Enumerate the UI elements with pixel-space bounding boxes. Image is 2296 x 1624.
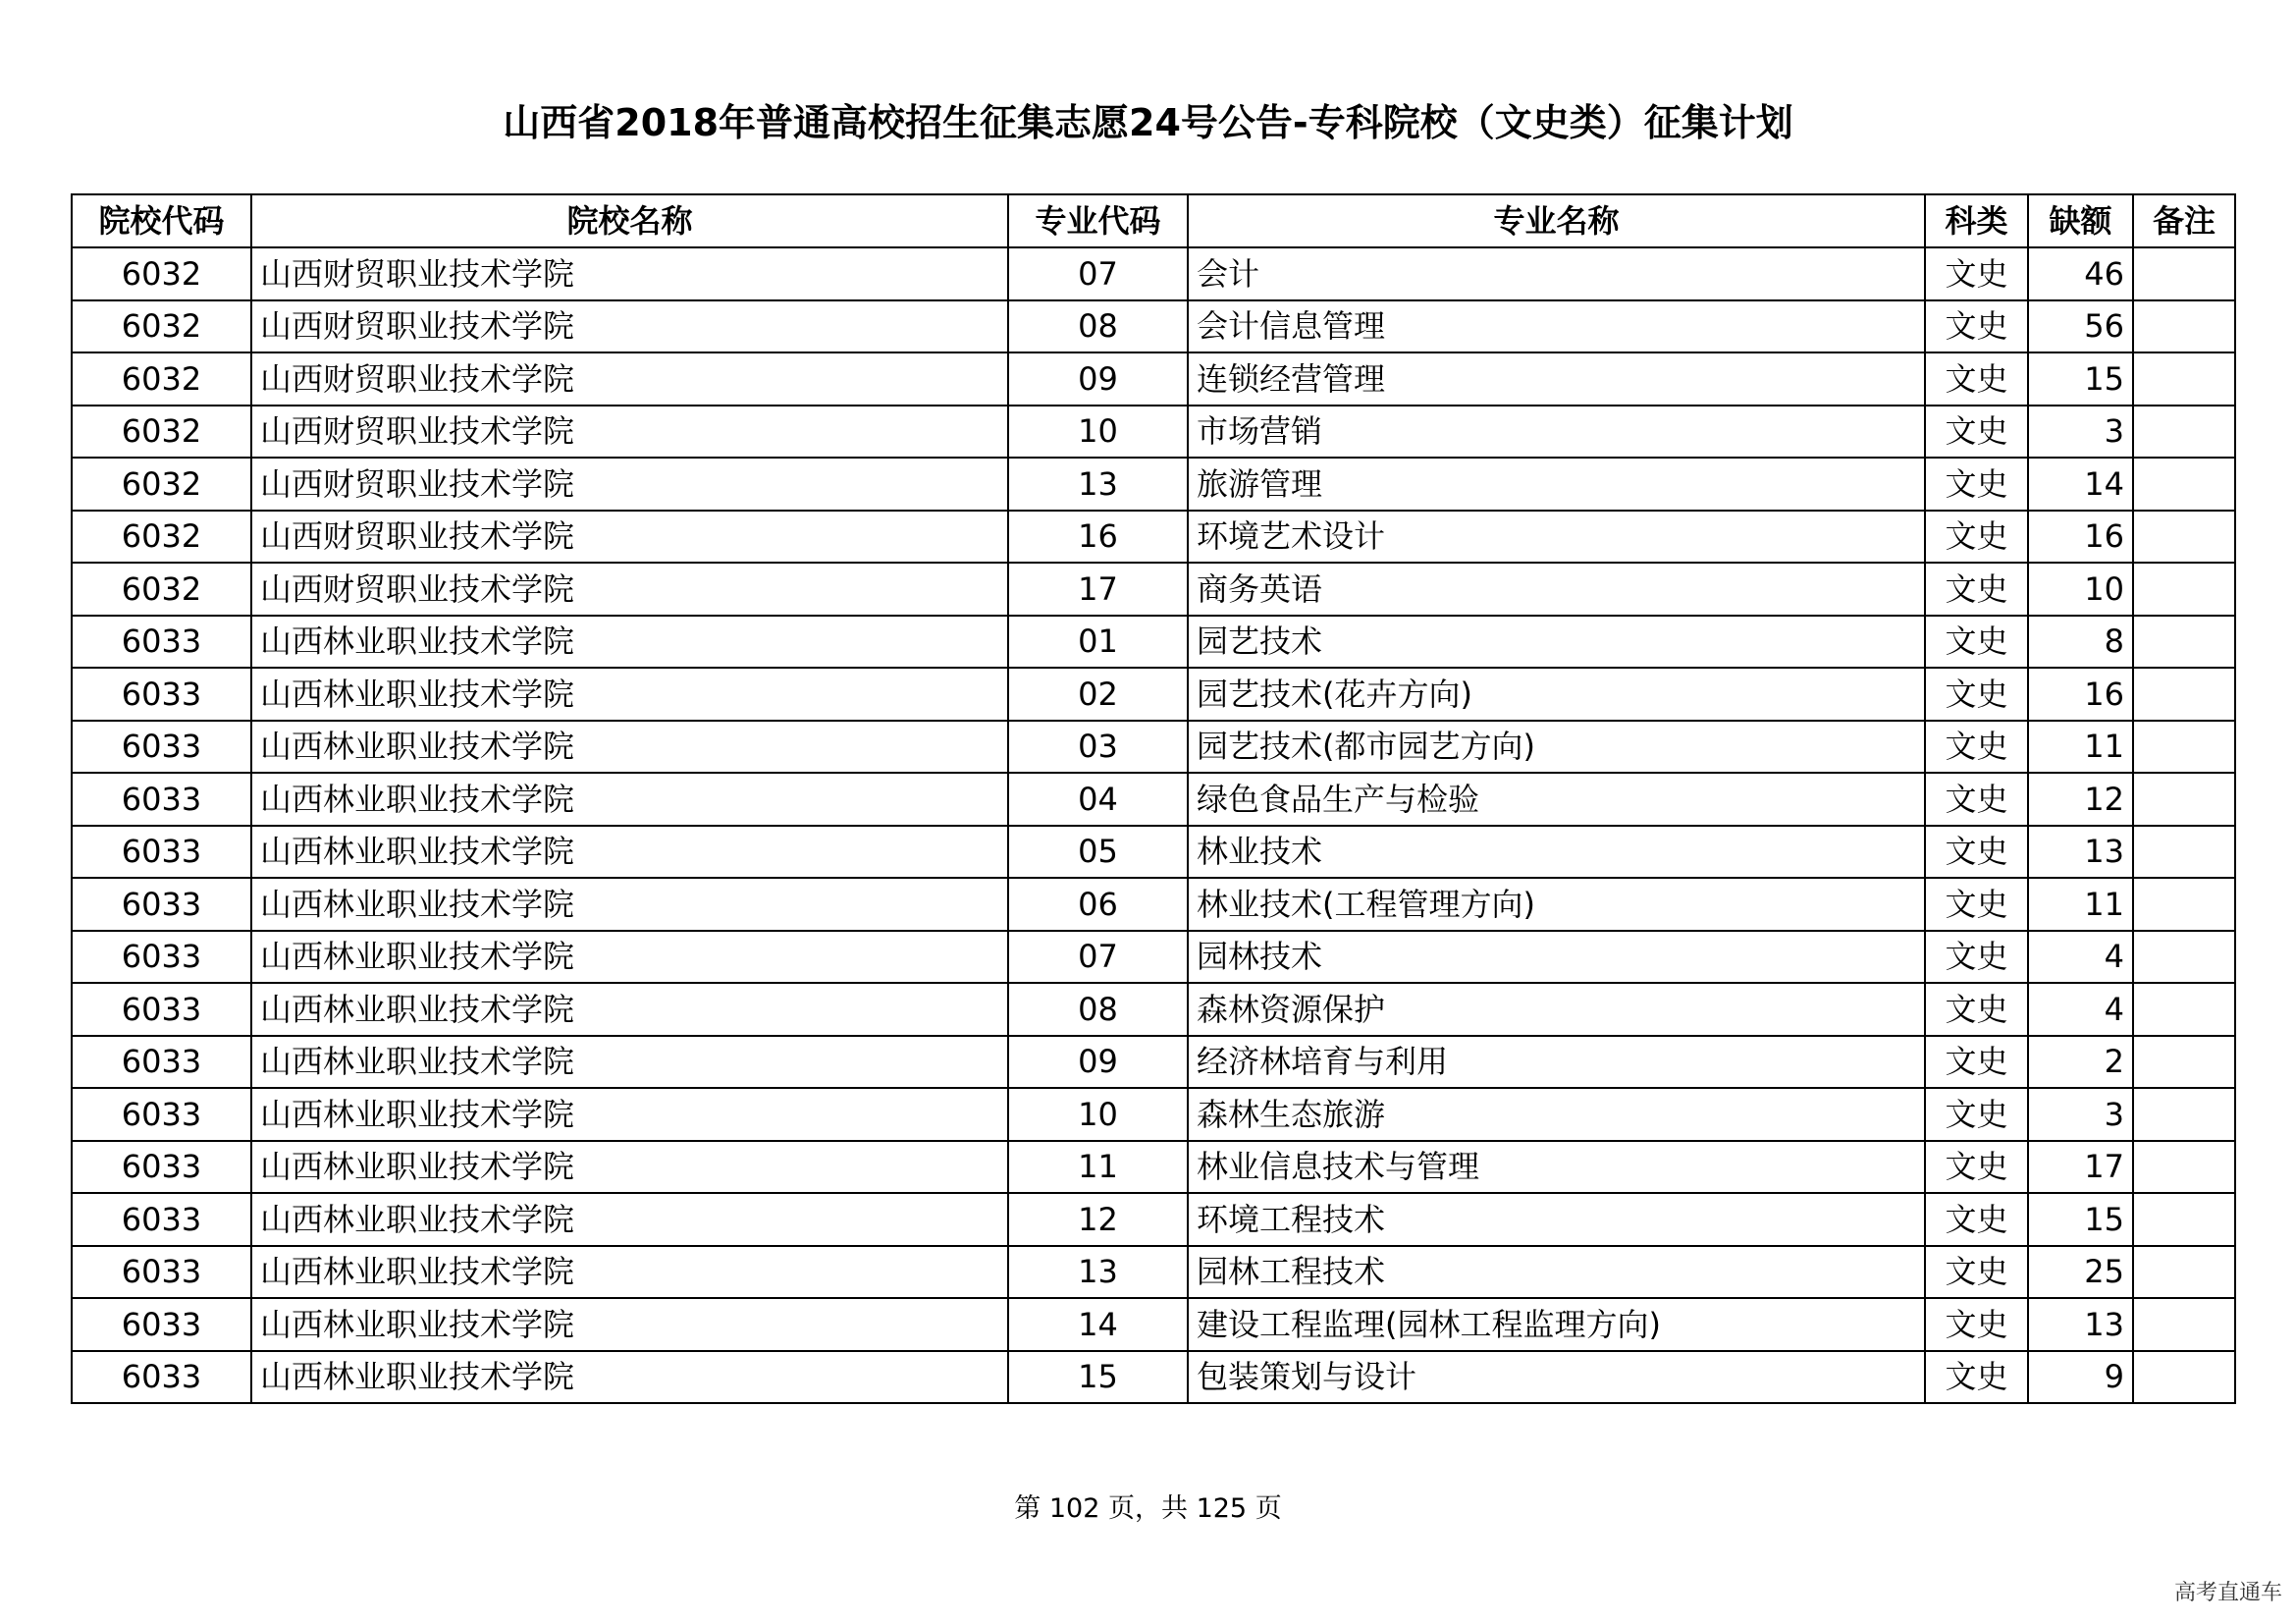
cell-category: 文史 <box>1925 1036 2028 1089</box>
cell-vacancy: 3 <box>2028 1088 2133 1141</box>
table-row <box>72 1246 2235 1299</box>
cell-vacancy: 12 <box>2028 773 2133 826</box>
cell-school-code: 6032 <box>72 352 251 406</box>
cell-school-name: 山西财贸职业技术学院 <box>251 511 1008 564</box>
cell-major-code: 06 <box>1008 878 1188 931</box>
cell-major-name: 森林资源保护 <box>1188 983 1925 1036</box>
header-category: 科类 <box>1925 194 2028 247</box>
cell-category: 文史 <box>1925 878 2028 931</box>
cell-category: 文史 <box>1925 1246 2028 1299</box>
cell-school-name: 山西林业职业技术学院 <box>251 1246 1008 1299</box>
cell-major-name: 经济林培育与利用 <box>1188 1036 1925 1089</box>
enrollment-plan-table <box>71 193 2236 1404</box>
cell-school-code: 6033 <box>72 878 251 931</box>
cell-major-name: 园林工程技术 <box>1188 1246 1925 1299</box>
table-row <box>72 300 2235 353</box>
cell-category: 文史 <box>1925 511 2028 564</box>
cell-major-name: 会计 <box>1188 247 1925 300</box>
cell-note <box>2133 352 2235 406</box>
cell-vacancy: 14 <box>2028 458 2133 511</box>
cell-major-code: 13 <box>1008 458 1188 511</box>
cell-vacancy: 15 <box>2028 1193 2133 1246</box>
cell-major-name: 市场营销 <box>1188 406 1925 459</box>
table-row <box>72 563 2235 616</box>
cell-school-code: 6033 <box>72 826 251 879</box>
cell-note <box>2133 1088 2235 1141</box>
cell-major-name: 环境艺术设计 <box>1188 511 1925 564</box>
cell-vacancy: 16 <box>2028 511 2133 564</box>
cell-category: 文史 <box>1925 826 2028 879</box>
cell-school-code: 6033 <box>72 668 251 721</box>
table-row <box>72 878 2235 931</box>
page-footer: 第 102 页，共 125 页 <box>1014 1493 1282 1524</box>
cell-school-name: 山西林业职业技术学院 <box>251 1193 1008 1246</box>
cell-major-code: 12 <box>1008 1193 1188 1246</box>
cell-note <box>2133 1298 2235 1351</box>
cell-major-name: 园艺技术(花卉方向) <box>1188 668 1925 721</box>
cell-vacancy: 13 <box>2028 826 2133 879</box>
cell-major-code: 17 <box>1008 563 1188 616</box>
cell-note <box>2133 721 2235 774</box>
cell-major-code: 13 <box>1008 1246 1188 1299</box>
table-row <box>72 511 2235 564</box>
cell-major-code: 05 <box>1008 826 1188 879</box>
cell-school-code: 6032 <box>72 300 251 353</box>
cell-school-name: 山西林业职业技术学院 <box>251 1036 1008 1089</box>
cell-school-code: 6033 <box>72 1351 251 1404</box>
cell-category: 文史 <box>1925 721 2028 774</box>
cell-major-name: 包装策划与设计 <box>1188 1351 1925 1404</box>
header-major-name: 专业名称 <box>1188 194 1925 247</box>
watermark: 高考直通车 <box>2173 1581 2282 1605</box>
cell-major-code: 08 <box>1008 300 1188 353</box>
cell-school-code: 6032 <box>72 406 251 459</box>
table-row <box>72 1088 2235 1141</box>
cell-note <box>2133 563 2235 616</box>
cell-note <box>2133 1141 2235 1194</box>
cell-school-name: 山西财贸职业技术学院 <box>251 458 1008 511</box>
cell-school-code: 6033 <box>72 983 251 1036</box>
cell-major-code: 15 <box>1008 1351 1188 1404</box>
table-row <box>72 931 2235 984</box>
cell-major-code: 10 <box>1008 406 1188 459</box>
cell-major-code: 10 <box>1008 1088 1188 1141</box>
table-row <box>72 1036 2235 1089</box>
table-row <box>72 458 2235 511</box>
cell-major-name: 林业信息技术与管理 <box>1188 1141 1925 1194</box>
cell-school-name: 山西林业职业技术学院 <box>251 983 1008 1036</box>
cell-school-name: 山西财贸职业技术学院 <box>251 247 1008 300</box>
cell-category: 文史 <box>1925 563 2028 616</box>
cell-category: 文史 <box>1925 1193 2028 1246</box>
cell-school-code: 6032 <box>72 563 251 616</box>
header-note: 备注 <box>2133 194 2235 247</box>
table-row <box>72 1193 2235 1246</box>
table-row <box>72 1141 2235 1194</box>
cell-major-name: 园林技术 <box>1188 931 1925 984</box>
cell-note <box>2133 300 2235 353</box>
cell-major-code: 07 <box>1008 931 1188 984</box>
cell-major-name: 林业技术 <box>1188 826 1925 879</box>
table-row <box>72 247 2235 300</box>
cell-category: 文史 <box>1925 1351 2028 1404</box>
cell-major-code: 16 <box>1008 511 1188 564</box>
cell-category: 文史 <box>1925 1298 2028 1351</box>
cell-vacancy: 2 <box>2028 1036 2133 1089</box>
cell-vacancy: 46 <box>2028 247 2133 300</box>
cell-major-name: 林业技术(工程管理方向) <box>1188 878 1925 931</box>
page-title: 山西省2018年普通高校招生征集志愿24号公告-专科院校（文史类）征集计划 <box>503 101 1793 144</box>
cell-school-name: 山西林业职业技术学院 <box>251 826 1008 879</box>
cell-major-code: 09 <box>1008 352 1188 406</box>
cell-category: 文史 <box>1925 668 2028 721</box>
cell-school-name: 山西财贸职业技术学院 <box>251 406 1008 459</box>
cell-category: 文史 <box>1925 1088 2028 1141</box>
cell-category: 文史 <box>1925 300 2028 353</box>
cell-vacancy: 4 <box>2028 931 2133 984</box>
cell-major-code: 09 <box>1008 1036 1188 1089</box>
cell-school-code: 6033 <box>72 616 251 669</box>
cell-note <box>2133 406 2235 459</box>
cell-note <box>2133 1036 2235 1089</box>
table-header-row <box>72 194 2235 247</box>
cell-school-name: 山西林业职业技术学院 <box>251 931 1008 984</box>
cell-major-name: 连锁经营管理 <box>1188 352 1925 406</box>
cell-category: 文史 <box>1925 773 2028 826</box>
cell-note <box>2133 878 2235 931</box>
cell-category: 文史 <box>1925 983 2028 1036</box>
cell-vacancy: 56 <box>2028 300 2133 353</box>
cell-category: 文史 <box>1925 247 2028 300</box>
table-row <box>72 352 2235 406</box>
cell-major-code: 02 <box>1008 668 1188 721</box>
cell-major-name: 绿色食品生产与检验 <box>1188 773 1925 826</box>
cell-vacancy: 25 <box>2028 1246 2133 1299</box>
cell-school-code: 6033 <box>72 1246 251 1299</box>
cell-note <box>2133 511 2235 564</box>
cell-school-name: 山西林业职业技术学院 <box>251 668 1008 721</box>
cell-school-code: 6033 <box>72 1141 251 1194</box>
cell-major-code: 03 <box>1008 721 1188 774</box>
cell-note <box>2133 616 2235 669</box>
cell-vacancy: 11 <box>2028 721 2133 774</box>
table-row <box>72 1298 2235 1351</box>
cell-note <box>2133 1351 2235 1404</box>
cell-school-name: 山西林业职业技术学院 <box>251 616 1008 669</box>
cell-school-name: 山西财贸职业技术学院 <box>251 563 1008 616</box>
cell-note <box>2133 826 2235 879</box>
cell-school-code: 6033 <box>72 931 251 984</box>
cell-category: 文史 <box>1925 458 2028 511</box>
table-row <box>72 406 2235 459</box>
table-row <box>72 983 2235 1036</box>
cell-major-name: 建设工程监理(园林工程监理方向) <box>1188 1298 1925 1351</box>
cell-school-code: 6033 <box>72 1088 251 1141</box>
cell-note <box>2133 1246 2235 1299</box>
cell-school-name: 山西林业职业技术学院 <box>251 1298 1008 1351</box>
table-row <box>72 773 2235 826</box>
cell-major-code: 07 <box>1008 247 1188 300</box>
cell-school-code: 6032 <box>72 511 251 564</box>
header-school-code: 院校代码 <box>72 194 251 247</box>
cell-school-name: 山西林业职业技术学院 <box>251 1141 1008 1194</box>
cell-major-code: 14 <box>1008 1298 1188 1351</box>
cell-school-code: 6033 <box>72 721 251 774</box>
cell-school-code: 6033 <box>72 1298 251 1351</box>
cell-major-name: 商务英语 <box>1188 563 1925 616</box>
cell-note <box>2133 983 2235 1036</box>
cell-school-name: 山西林业职业技术学院 <box>251 1351 1008 1404</box>
cell-school-name: 山西财贸职业技术学院 <box>251 352 1008 406</box>
cell-vacancy: 10 <box>2028 563 2133 616</box>
cell-vacancy: 11 <box>2028 878 2133 931</box>
cell-note <box>2133 247 2235 300</box>
table-row <box>72 668 2235 721</box>
cell-school-name: 山西林业职业技术学院 <box>251 1088 1008 1141</box>
cell-category: 文史 <box>1925 616 2028 669</box>
cell-major-name: 园艺技术(都市园艺方向) <box>1188 721 1925 774</box>
table-row <box>72 826 2235 879</box>
cell-vacancy: 13 <box>2028 1298 2133 1351</box>
cell-major-name: 森林生态旅游 <box>1188 1088 1925 1141</box>
table-row <box>72 616 2235 669</box>
cell-vacancy: 15 <box>2028 352 2133 406</box>
cell-school-name: 山西林业职业技术学院 <box>251 721 1008 774</box>
cell-school-code: 6032 <box>72 458 251 511</box>
cell-note <box>2133 773 2235 826</box>
cell-school-code: 6033 <box>72 1193 251 1246</box>
cell-major-name: 环境工程技术 <box>1188 1193 1925 1246</box>
cell-school-code: 6033 <box>72 773 251 826</box>
cell-school-name: 山西林业职业技术学院 <box>251 878 1008 931</box>
header-school-name: 院校名称 <box>251 194 1008 247</box>
cell-major-code: 04 <box>1008 773 1188 826</box>
cell-vacancy: 17 <box>2028 1141 2133 1194</box>
cell-school-code: 6032 <box>72 247 251 300</box>
cell-school-code: 6033 <box>72 1036 251 1089</box>
cell-vacancy: 3 <box>2028 406 2133 459</box>
cell-major-code: 11 <box>1008 1141 1188 1194</box>
cell-note <box>2133 1193 2235 1246</box>
cell-category: 文史 <box>1925 931 2028 984</box>
cell-school-name: 山西财贸职业技术学院 <box>251 300 1008 353</box>
cell-vacancy: 8 <box>2028 616 2133 669</box>
cell-note <box>2133 458 2235 511</box>
table-row <box>72 1351 2235 1404</box>
cell-major-name: 旅游管理 <box>1188 458 1925 511</box>
cell-major-code: 01 <box>1008 616 1188 669</box>
cell-school-name: 山西林业职业技术学院 <box>251 773 1008 826</box>
cell-category: 文史 <box>1925 1141 2028 1194</box>
table-row <box>72 721 2235 774</box>
cell-note <box>2133 668 2235 721</box>
cell-vacancy: 4 <box>2028 983 2133 1036</box>
cell-category: 文史 <box>1925 406 2028 459</box>
header-major-code: 专业代码 <box>1008 194 1188 247</box>
header-vacancy: 缺额 <box>2028 194 2133 247</box>
cell-major-name: 会计信息管理 <box>1188 300 1925 353</box>
cell-vacancy: 9 <box>2028 1351 2133 1404</box>
cell-major-code: 08 <box>1008 983 1188 1036</box>
cell-note <box>2133 931 2235 984</box>
cell-category: 文史 <box>1925 352 2028 406</box>
cell-vacancy: 16 <box>2028 668 2133 721</box>
cell-major-name: 园艺技术 <box>1188 616 1925 669</box>
